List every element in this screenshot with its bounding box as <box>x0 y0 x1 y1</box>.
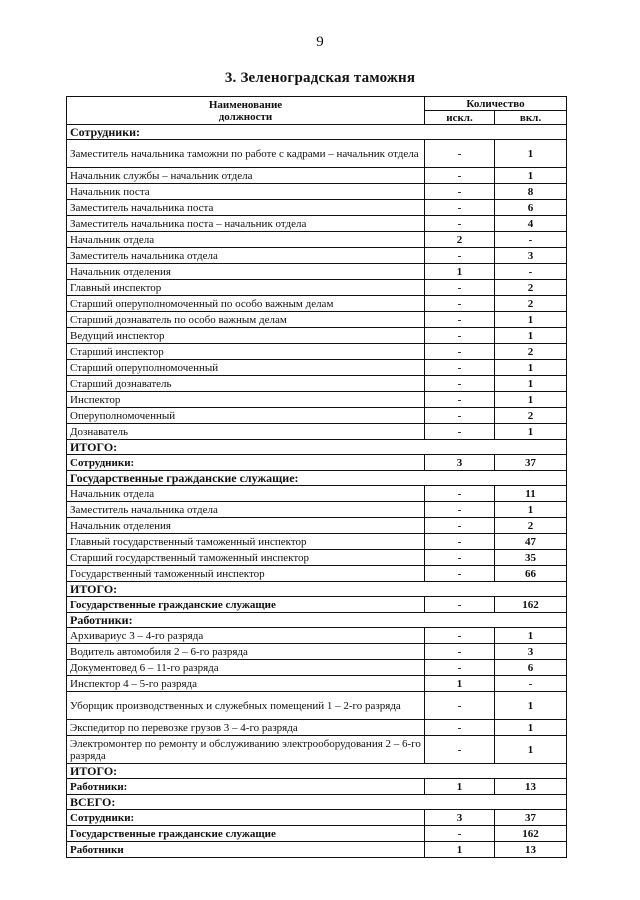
included-count: 1 <box>495 376 567 392</box>
included-count: 13 <box>495 779 567 795</box>
excluded-count: - <box>425 486 495 502</box>
table-row <box>67 280 567 296</box>
position-name: Оперуполномоченный <box>67 408 425 424</box>
included-count: 1 <box>495 312 567 328</box>
total-heading <box>67 764 567 779</box>
table-row <box>67 660 567 676</box>
included-count: - <box>495 232 567 248</box>
position-name: Сотрудники: <box>67 455 425 471</box>
position-name: Заместитель начальника поста <box>67 200 425 216</box>
table-row <box>67 216 567 232</box>
table-row <box>67 232 567 248</box>
excluded-count: - <box>425 566 495 582</box>
included-count: 3 <box>495 644 567 660</box>
excluded-count: - <box>425 826 495 842</box>
position-name: Главный инспектор <box>67 280 425 296</box>
included-count: 1 <box>495 392 567 408</box>
table-row <box>67 168 567 184</box>
included-count: 2 <box>495 280 567 296</box>
excluded-count: - <box>425 184 495 200</box>
excluded-count: - <box>425 597 495 613</box>
section-heading <box>67 125 567 140</box>
position-name: Старший государственный таможенный инспектор <box>67 550 425 566</box>
included-count: 3 <box>495 248 567 264</box>
included-count: 1 <box>495 424 567 440</box>
included-count: 1 <box>495 736 567 764</box>
position-name: Старший дознаватель <box>67 376 425 392</box>
included-count: 35 <box>495 550 567 566</box>
table-row <box>67 810 567 826</box>
table-body <box>67 125 567 858</box>
position-name: Водитель автомобиля 2 – 6-го разряда <box>67 644 425 660</box>
header-name <box>67 97 425 125</box>
excluded-count: - <box>425 550 495 566</box>
excluded-count: - <box>425 168 495 184</box>
included-count: 1 <box>495 692 567 720</box>
header-name-line2: должности <box>218 110 273 123</box>
section-heading-label: Государственные гражданские служащие: <box>67 471 567 486</box>
excluded-count: - <box>425 200 495 216</box>
excluded-count: - <box>425 644 495 660</box>
position-name: Начальник службы – начальник отдела <box>67 168 425 184</box>
position-name: Работники: <box>67 779 425 795</box>
included-count: 162 <box>495 597 567 613</box>
position-name: Электромонтер по ремонту и обслуживанию электрооборудования 2 – 6-го разряда <box>67 736 425 764</box>
position-name: Старший оперуполномоченный <box>67 360 425 376</box>
excluded-count: - <box>425 140 495 168</box>
page-number: 9 <box>316 34 324 50</box>
included-count: 13 <box>495 842 567 858</box>
table-row <box>67 344 567 360</box>
position-name: Государственные гражданские служащие <box>67 826 425 842</box>
table-row <box>67 842 567 858</box>
included-count: 1 <box>495 502 567 518</box>
total-heading-label: ИТОГО: <box>67 440 567 455</box>
table-row <box>67 486 567 502</box>
table-row <box>67 392 567 408</box>
position-name: Начальник отдела <box>67 486 425 502</box>
table-row <box>67 455 567 471</box>
table-row <box>67 736 567 764</box>
table-row <box>67 720 567 736</box>
excluded-count: 2 <box>425 232 495 248</box>
header-name-line1: Наименование <box>208 98 283 111</box>
position-name: Уборщик производственных и служебных помещений 1 – 2-го разряда <box>67 692 425 720</box>
included-count: 66 <box>495 566 567 582</box>
excluded-count: 3 <box>425 455 495 471</box>
position-name: Государственные гражданские служащие <box>67 597 425 613</box>
excluded-count: - <box>425 344 495 360</box>
included-count: 11 <box>495 486 567 502</box>
position-name: Сотрудники: <box>67 810 425 826</box>
table-row <box>67 328 567 344</box>
position-name: Старший оперуполномоченный по особо важным делам <box>67 296 425 312</box>
included-count: 2 <box>495 518 567 534</box>
table-row <box>67 140 567 168</box>
included-count: 6 <box>495 200 567 216</box>
excluded-count: - <box>425 518 495 534</box>
table-row <box>67 376 567 392</box>
included-count: 47 <box>495 534 567 550</box>
included-count: 37 <box>495 455 567 471</box>
table-row <box>67 550 567 566</box>
position-name: Начальник поста <box>67 184 425 200</box>
included-count: 1 <box>495 328 567 344</box>
table-row <box>67 597 567 613</box>
excluded-count: - <box>425 328 495 344</box>
position-name: Архивариус 3 – 4-го разряда <box>67 628 425 644</box>
included-count: 1 <box>495 360 567 376</box>
position-name: Старший инспектор <box>67 344 425 360</box>
table-row <box>67 408 567 424</box>
included-count: 1 <box>495 168 567 184</box>
grand-total-heading-label: ВСЕГО: <box>67 795 567 810</box>
excluded-count: - <box>425 502 495 518</box>
staff-table <box>66 96 567 858</box>
page-title: 3. Зеленоградская таможня <box>224 70 416 86</box>
excluded-count: - <box>425 216 495 232</box>
total-heading <box>67 440 567 455</box>
table-row <box>67 566 567 582</box>
table-row <box>67 502 567 518</box>
table-row <box>67 676 567 692</box>
table-row <box>67 628 567 644</box>
included-count: 8 <box>495 184 567 200</box>
header-quantity: Количество <box>425 97 567 111</box>
position-name: Документовед 6 – 11-го разряда <box>67 660 425 676</box>
section-heading-label: Работники: <box>67 613 567 628</box>
position-name: Ведущий инспектор <box>67 328 425 344</box>
included-count: 1 <box>495 628 567 644</box>
table-row <box>67 184 567 200</box>
position-name: Заместитель начальника отдела <box>67 248 425 264</box>
included-count: 6 <box>495 660 567 676</box>
total-heading-label: ИТОГО: <box>67 582 567 597</box>
table-row <box>67 644 567 660</box>
table-row <box>67 534 567 550</box>
position-name: Старший дознаватель по особо важным делам <box>67 312 425 328</box>
excluded-count: - <box>425 376 495 392</box>
table-row <box>67 826 567 842</box>
table-row <box>67 518 567 534</box>
excluded-count: 1 <box>425 264 495 280</box>
included-count: 37 <box>495 810 567 826</box>
header-excl: искл. <box>425 111 495 125</box>
included-count: - <box>495 676 567 692</box>
excluded-count: - <box>425 720 495 736</box>
total-heading-label: ИТОГО: <box>67 764 567 779</box>
excluded-count: - <box>425 280 495 296</box>
excluded-count: 1 <box>425 842 495 858</box>
included-count: 162 <box>495 826 567 842</box>
excluded-count: - <box>425 408 495 424</box>
position-name: Дознаватель <box>67 424 425 440</box>
position-name: Инспектор <box>67 392 425 408</box>
excluded-count: - <box>425 534 495 550</box>
included-count: 2 <box>495 296 567 312</box>
position-name: Начальник отделения <box>67 264 425 280</box>
table-row <box>67 312 567 328</box>
excluded-count: 1 <box>425 779 495 795</box>
position-name: Начальник отделения <box>67 518 425 534</box>
table-row <box>67 296 567 312</box>
position-name: Заместитель начальника поста – начальник отдела <box>67 216 425 232</box>
table-row <box>67 692 567 720</box>
table-row <box>67 264 567 280</box>
position-name: Инспектор 4 – 5-го разряда <box>67 676 425 692</box>
table-row <box>67 424 567 440</box>
position-name: Начальник отдела <box>67 232 425 248</box>
position-name: Заместитель начальника таможни по работе с кадрами – начальник отдела <box>67 140 425 168</box>
excluded-count: - <box>425 312 495 328</box>
table-row <box>67 779 567 795</box>
position-name: Экспедитор по перевозке грузов 3 – 4-го разряда <box>67 720 425 736</box>
included-count: 4 <box>495 216 567 232</box>
position-name: Государственный таможенный инспектор <box>67 566 425 582</box>
included-count: 1 <box>495 720 567 736</box>
excluded-count: - <box>425 360 495 376</box>
section-heading <box>67 471 567 486</box>
excluded-count: - <box>425 296 495 312</box>
excluded-count: - <box>425 628 495 644</box>
table-row <box>67 360 567 376</box>
position-name: Заместитель начальника отдела <box>67 502 425 518</box>
included-count: 1 <box>495 140 567 168</box>
header-incl: вкл. <box>495 111 567 125</box>
excluded-count: - <box>425 424 495 440</box>
grand-total-heading <box>67 795 567 810</box>
position-name: Работники <box>67 842 425 858</box>
excluded-count: - <box>425 736 495 764</box>
excluded-count: - <box>425 660 495 676</box>
section-heading <box>67 613 567 628</box>
excluded-count: 1 <box>425 676 495 692</box>
table-row <box>67 248 567 264</box>
included-count: - <box>495 264 567 280</box>
position-name: Главный государственный таможенный инспектор <box>67 534 425 550</box>
included-count: 2 <box>495 408 567 424</box>
table-row <box>67 200 567 216</box>
excluded-count: 3 <box>425 810 495 826</box>
excluded-count: - <box>425 692 495 720</box>
excluded-count: - <box>425 248 495 264</box>
excluded-count: - <box>425 392 495 408</box>
included-count: 2 <box>495 344 567 360</box>
section-heading-label: Сотрудники: <box>67 125 567 140</box>
total-heading <box>67 582 567 597</box>
